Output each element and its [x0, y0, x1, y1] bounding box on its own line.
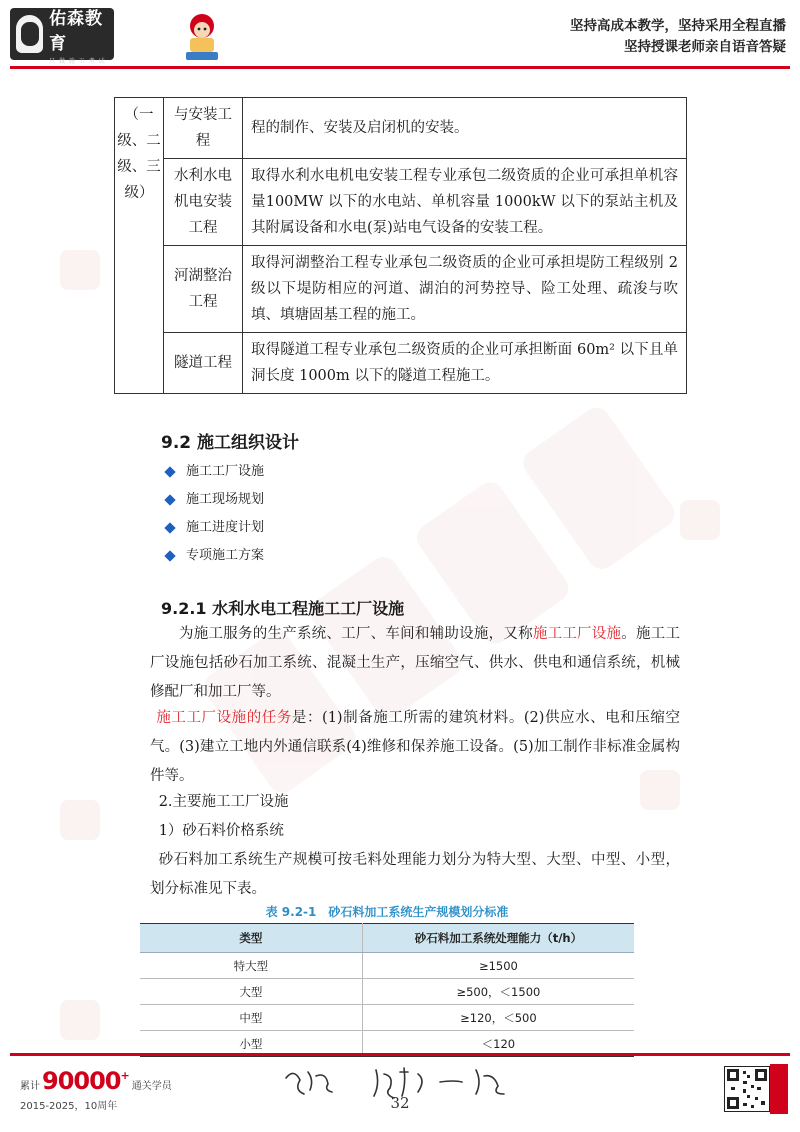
- qr-code-icon: [724, 1066, 770, 1112]
- paragraph-tasks: [150, 704, 680, 791]
- list-item: [166, 458, 264, 486]
- type-cell: 中型: [140, 1005, 362, 1031]
- stat-prefix: 累计: [20, 1081, 40, 1092]
- header-divider: [10, 66, 790, 69]
- stat-number: 90000: [42, 1067, 121, 1095]
- sand-gravel-scale-table: [140, 923, 634, 1057]
- paragraph-subheading: 2.主要施工工厂设施: [158, 794, 289, 810]
- table-header-row: [140, 924, 634, 953]
- capacity-cell: ＜120: [362, 1031, 634, 1057]
- list-item: [166, 542, 264, 570]
- table-row: [115, 333, 687, 394]
- qualification-table: [114, 97, 687, 394]
- footer-divider: [10, 1053, 790, 1056]
- paragraph-subheading: 1）砂石料价格系统: [158, 823, 284, 839]
- logo-tagline: 只 做 施 工 考 试: [49, 57, 106, 65]
- column-header: 砂石料加工系统处理能力（t/h）: [362, 924, 634, 953]
- paragraph-definition: [150, 620, 680, 707]
- mascot-icon: [182, 10, 222, 62]
- stat-suffix: 通关学员: [131, 1081, 172, 1092]
- capacity-cell: ≥120，＜500: [362, 1005, 634, 1031]
- logo-name: 佑森教育: [49, 8, 104, 54]
- text-run: 。施工工厂设施包括砂石加工系统、混凝土生产，压缩空气、供水、供电和通信系统，机械修配厂和加工厂等。: [150, 626, 681, 700]
- paragraph-body: 砂石料加工系统生产规模可按毛料处理能力划分为特大型、大型、中型、小型，划分标准见下表。: [150, 852, 680, 897]
- slogan-line-1: 坚持高成本教学，坚持采用全程直播: [570, 18, 786, 34]
- section-outline-list: [166, 458, 264, 570]
- diamond-bullet-icon: [164, 522, 175, 533]
- content-cell: 程的制作、安装及启闭机的安装。: [243, 98, 687, 159]
- qr-side-band: [770, 1064, 788, 1114]
- text-run: 是：(1)制备施工所需的建筑材料。(2)供应水、电和压缩空气。(3)建立工地内外通信联系(4)维修和保养施工设备。(5)加工制作非标准金属构件等。: [150, 710, 680, 784]
- content-cell: 取得河湖整治工程专业承包二级资质的企业可承担堤防工程级别 2 级以下堤防相应的河道、湖泊的河势控导、险工处理、疏浚与吹填、填塘固基工程的施工。: [243, 246, 687, 333]
- section-heading-9-2: 9.2 施工组织设计: [161, 433, 300, 453]
- table-row: [140, 1005, 634, 1031]
- content-cell: 取得隧道工程专业承包二级资质的企业可承担断面 60m² 以下且单洞长度 1000m 以下的隧道工程施工。: [243, 333, 687, 394]
- section-heading-9-2-1: 9.2.1 水利水电工程施工工厂设施: [161, 599, 405, 618]
- type-cell: 大型: [140, 979, 362, 1005]
- highlight-term: 施工工厂设施的任务: [155, 710, 292, 726]
- header-slogans: [570, 16, 786, 58]
- text-run: 为施工服务的生产系统、工厂、车间和辅助设施，又称: [179, 626, 533, 642]
- table-row: [140, 953, 634, 979]
- list-item-label: 施工现场规划: [186, 492, 265, 507]
- column-header: 类型: [140, 924, 362, 953]
- capacity-cell: ≥1500: [362, 953, 634, 979]
- stat-plus: +: [120, 1069, 130, 1082]
- list-item-label: 施工工厂设施: [186, 464, 265, 479]
- table-caption: 表 9.2-1 砂石料加工系统生产规模划分标准: [265, 905, 509, 919]
- list-item-label: 施工进度计划: [186, 520, 265, 535]
- category-cell: 与安装工程: [164, 98, 243, 159]
- list-item: [166, 486, 264, 514]
- content-cell: 取得水利水电机电安装工程专业承包二级资质的企业可承担单机容量100MW 以下的水电站、单机容量 1000kW 以下的泵站主机及其附属设备和水电(泵)站电气设备的安装工程。: [243, 159, 687, 246]
- category-cell: 河湖整治工程: [164, 246, 243, 333]
- list-item-label: 专项施工方案: [186, 548, 265, 563]
- slogan-line-2: 坚持授课老师亲自语音答疑: [624, 39, 786, 55]
- page-number: 32: [390, 1094, 410, 1112]
- capacity-cell: ≥500，＜1500: [362, 979, 634, 1005]
- list-item: [166, 514, 264, 542]
- brand-logo: [10, 8, 114, 65]
- diamond-bullet-icon: [164, 550, 175, 561]
- diamond-bullet-icon: [164, 494, 175, 505]
- table-row: [115, 246, 687, 333]
- type-cell: 特大型: [140, 953, 362, 979]
- type-cell: 小型: [140, 1031, 362, 1057]
- level-label-cell: （一级、二级、三级）: [115, 98, 164, 394]
- category-cell: 隧道工程: [164, 333, 243, 394]
- category-cell: 水利水电机电安装工程: [164, 159, 243, 246]
- highlight-term: 施工工厂设施: [532, 626, 622, 642]
- table-row: [140, 979, 634, 1005]
- stat-years: 2015-2025，10周年: [20, 1101, 118, 1112]
- page-header: [0, 0, 800, 72]
- table-row: [115, 98, 687, 159]
- diamond-bullet-icon: [164, 466, 175, 477]
- table-row: [115, 159, 687, 246]
- logo-seal-icon: [16, 15, 43, 53]
- graduate-stat: [20, 1067, 172, 1112]
